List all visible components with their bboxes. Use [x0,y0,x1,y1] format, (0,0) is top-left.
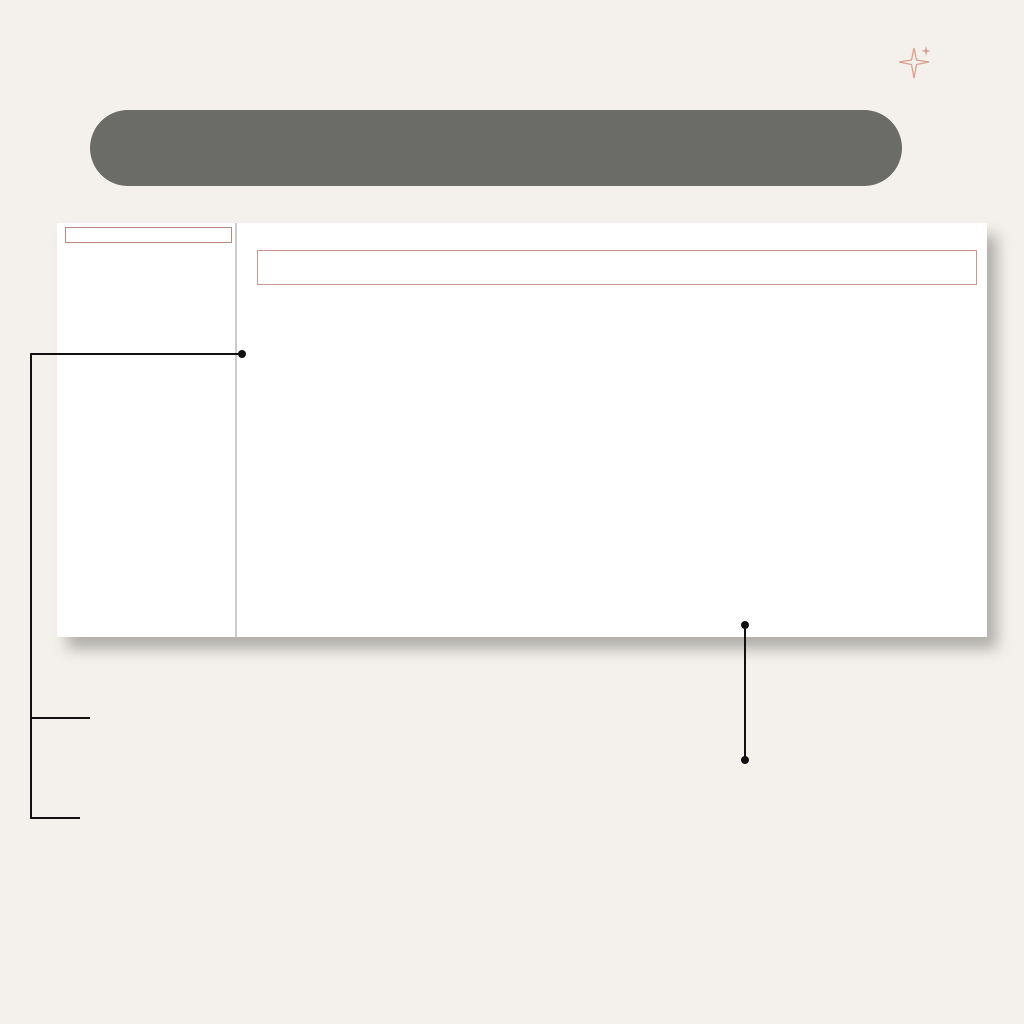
left-pane [57,223,237,637]
connector-dot-right [741,756,749,764]
spreadsheet-screenshot [57,223,987,637]
chart-payments-plot [489,297,689,407]
chart-remaining [269,297,469,407]
connector-line [30,817,80,819]
connector-line [744,625,746,760]
subtitle-banner [90,110,902,186]
connector-line [30,717,90,719]
sheet-title [65,227,232,243]
connector-line [30,353,242,355]
kpi-bar [257,250,977,285]
sparkle-icon [896,44,936,84]
chart-remaining-plot [269,297,469,407]
chart-payments [489,297,689,407]
connector-line [30,353,32,819]
